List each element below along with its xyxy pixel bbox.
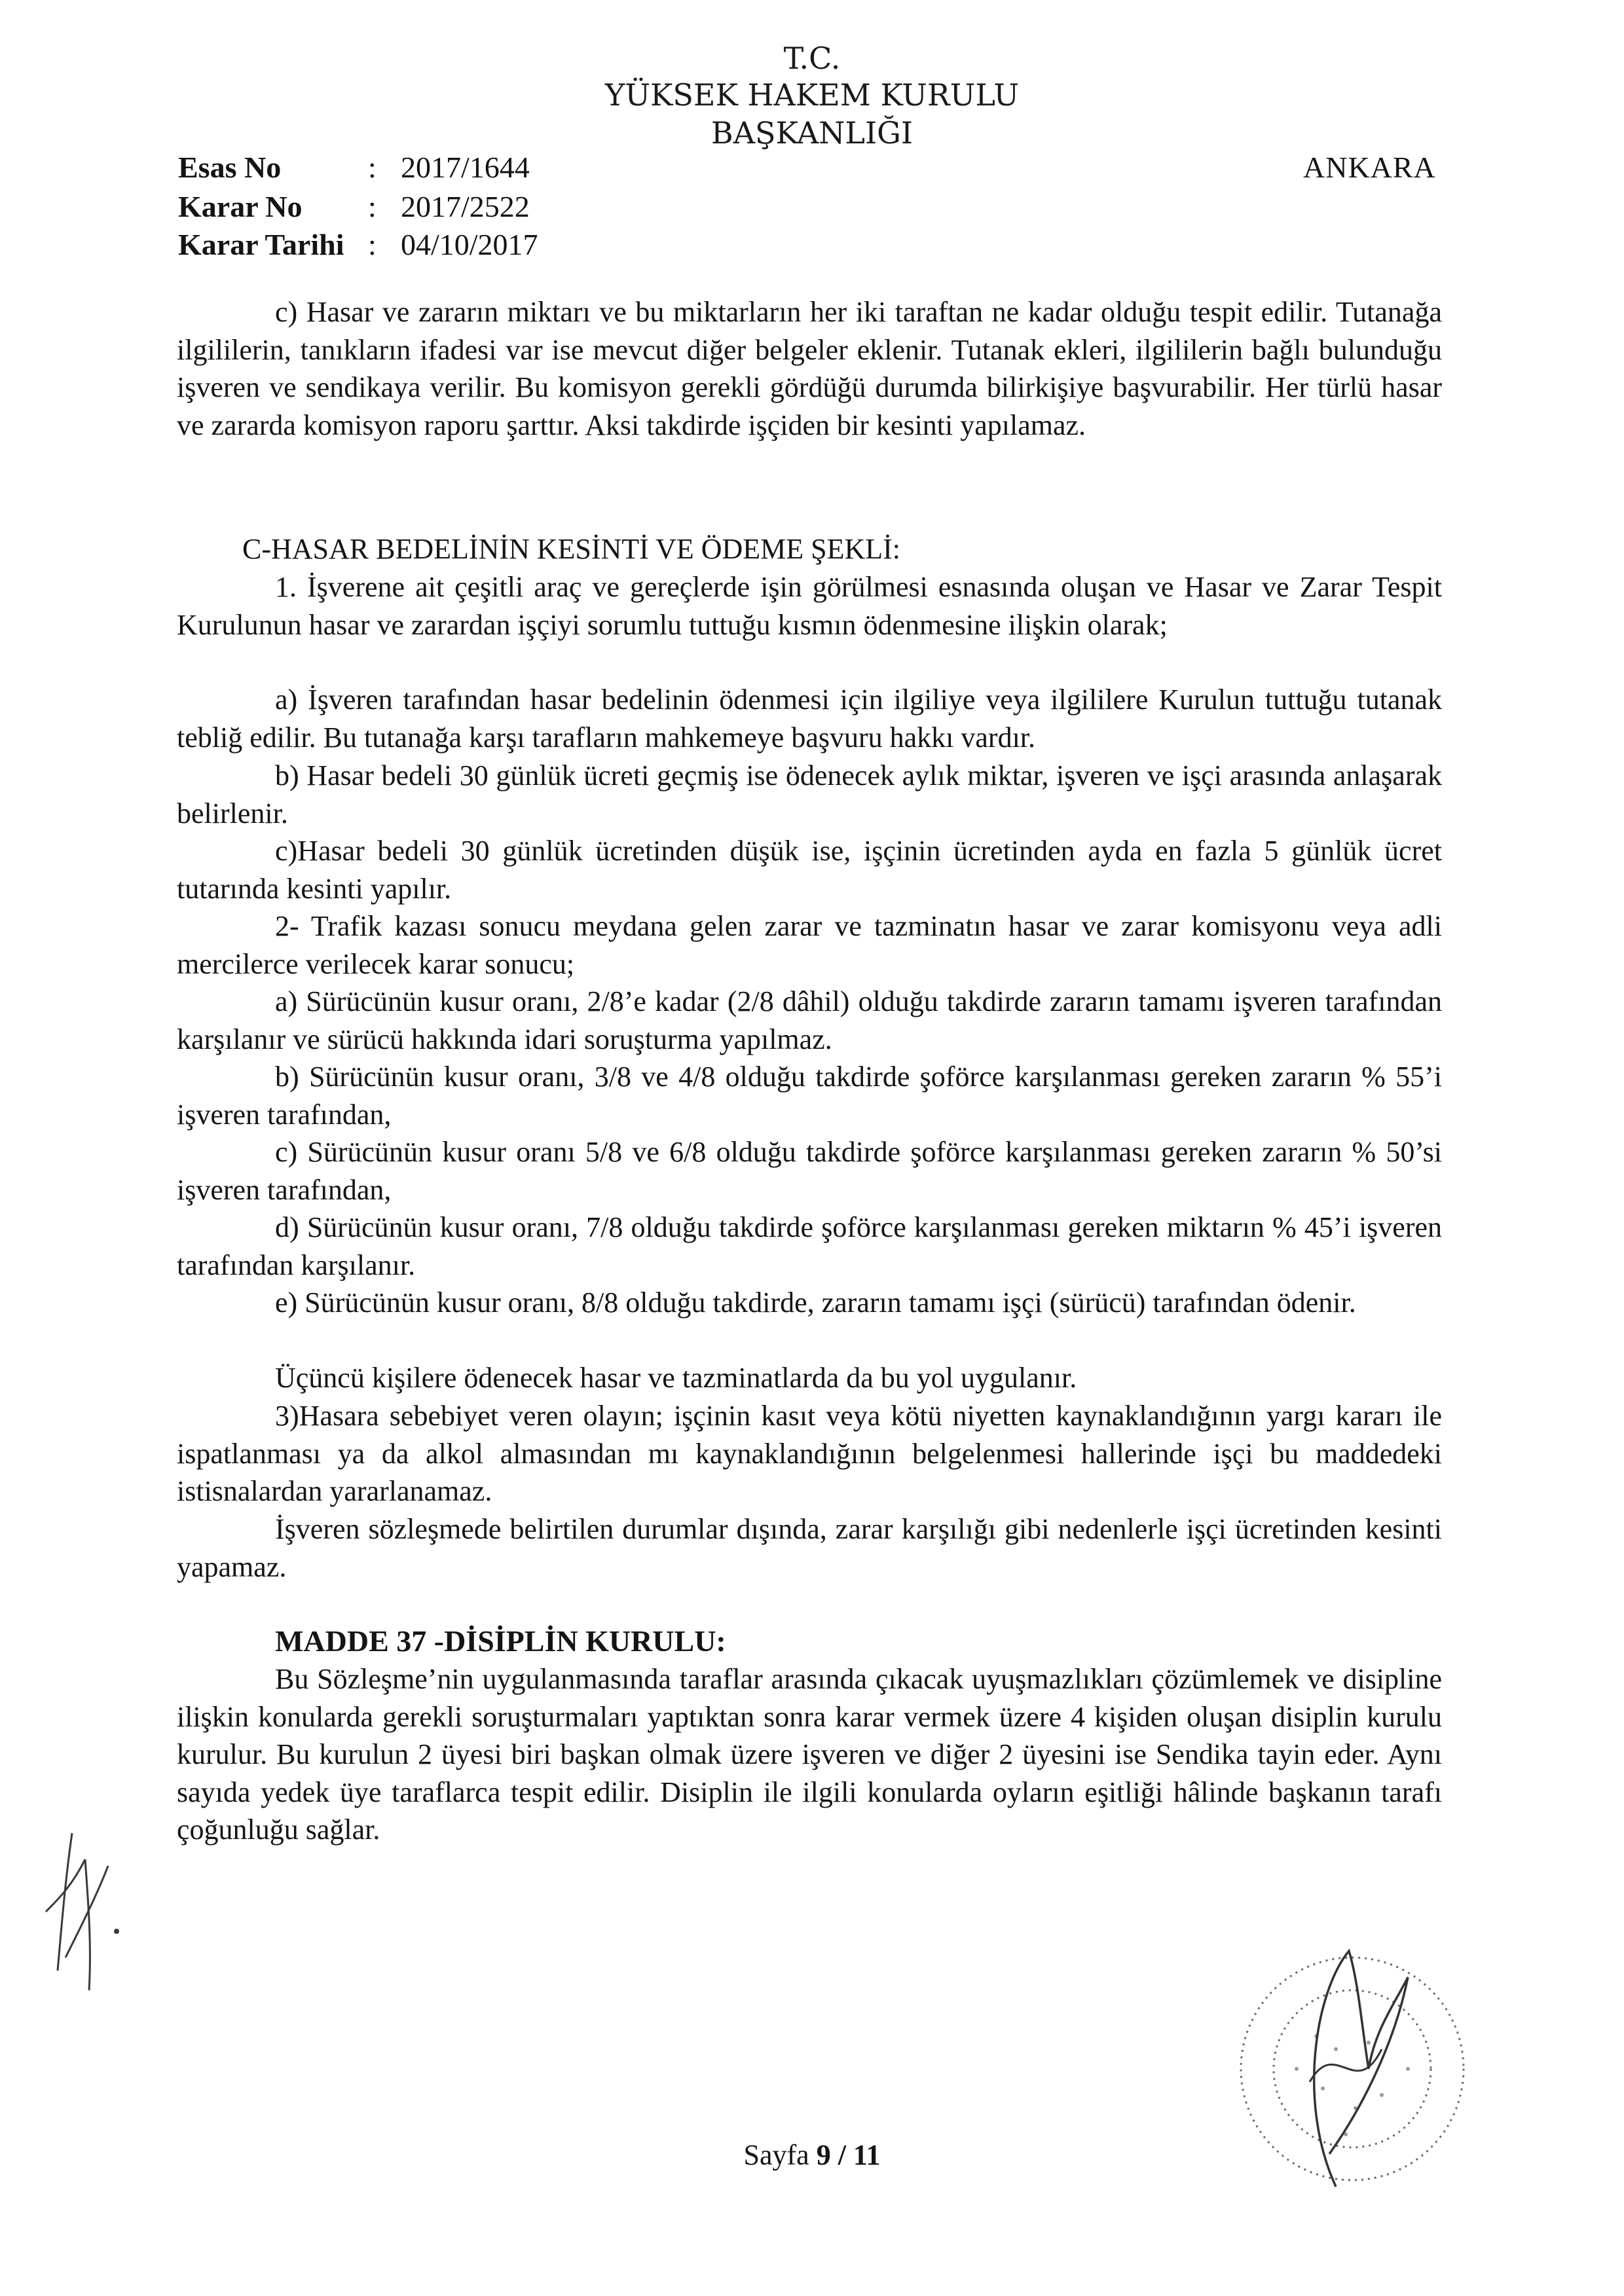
paragraph-item-2: 2- Trafik kazası sonucu meydana gelen zarar ve tazminatın hasar ve zarar komisyonu veya adli mercilerce verilecek karar sonucu; xyxy=(177,910,1442,980)
header-tc: T.C. xyxy=(783,41,841,76)
paragraph-item-2a: a) Sürücünün kusur oranı, 2/8’e kadar (2/8 dâhil) olduğu takdirde zararın tamamı işveren tarafından karşılanır ve sürücü hakkında idari soruşturma yapılmaz. xyxy=(177,985,1442,1055)
header-presidency: BAŞKANLIĞI xyxy=(710,115,913,151)
section-title-deduction: C-HASAR BEDELİNİN KESİNTİ VE ÖDEME ŞEKLİ: xyxy=(242,533,900,565)
paragraph-item-1b: b) Hasar bedeli 30 günlük ücreti geçmiş ise ödenecek aylık miktar, işveren ve işçi arasında anlaşarak belirlenir. xyxy=(177,759,1442,829)
article-37-title: MADDE 37 -DİSİPLİN KURULU: xyxy=(275,1624,726,1658)
meta-label: Karar Tarihi xyxy=(178,228,344,261)
paragraph-item-1a: a) İşveren tarafından hasar bedelinin ödenmesi için ilgiliye veya ilgililere Kurulun tuttuğu tutanak tebliğ edilir. Bu tutanağa karşı tarafların mahkemeye başvuru hakkı vardır. xyxy=(177,683,1442,754)
meta-decision-number xyxy=(178,189,530,225)
paragraph-item-2b: b) Sürücünün kusur oranı, 3/8 ve 4/8 olduğu takdirde şoförce karşılanması gereken zararın % 55’i işveren tarafından, xyxy=(177,1061,1442,1131)
paragraph-employer-deduction: İşveren sözleşmede belirtilen durumlar dışında, zarar karşılığı gibi nedenlerle işçi ücretinden kesinti yapamaz. xyxy=(177,1513,1442,1583)
paragraph-item-1c: c)Hasar bedeli 30 günlük ücretinden düşük ise, işçinin ücretinden ayda en fazla 5 günlük ücret tutarında kesinti yapılır. xyxy=(177,835,1442,905)
paragraph-article-37: Bu Sözleşme’nin uygulanmasında taraflar arasında çıkacak uyuşmazlıkları çözümlemek ve disipline ilişkin konularda gerekli soruşturmaları yaptıktan sonra karar vermek üzere 4 kişiden oluşan disiplin kurulu kurulur. Bu kurulun 2 üyesi biri başkan olmak üzere işveren ve diğer 2 üyesini ise Sendika tayin eder. Aynı sayıda yedek üye taraflarca tespit edilir. Disiplin ile ilgili konularda oyların eşitliği hâlinde başkanın tarafı çoğunluğu sağlar. xyxy=(177,1663,1442,1846)
paragraph-item-2e: e) Sürücünün kusur oranı, 8/8 olduğu takdirde, zararın tamamı işçi (sürücü) tarafından ödenir. xyxy=(275,1286,1356,1319)
paragraph-damage-report: c) Hasar ve zararın miktarı ve bu miktarların her iki taraftan ne kadar olduğu tespit edilir. Tutanağa ilgililerin, tanıkların ifadesi var ise mevcut diğer belgeler eklenir. Tutanak ekleri, ilgililerin bağlı bulunduğu işveren ve sendikaya verilir. Bu komisyon gerekli gördüğü durumda bilirkişiye başvurabilir. Her türlü hasar ve zararda komisyon raporu şarttır. Aksi takdirde işçiden bir kesinti yapılamaz. xyxy=(177,296,1442,441)
meta-label: Karar No xyxy=(178,190,303,223)
meta-label: Esas No xyxy=(178,151,282,184)
paragraph-item-2c: c) Sürücünün kusur oranı 5/8 ve 6/8 olduğu takdirde şoförce karşılanması gereken zararın % 50’si işveren tarafından, xyxy=(177,1136,1442,1206)
meta-value: 04/10/2017 xyxy=(401,228,538,261)
paragraph-item-3: 3)Hasara sebebiyet veren olayın; işçinin kasıt veya kötü niyetten kaynaklandığının yargı kararı ile ispatlanması ya da alkol almasından mı kaynaklandığının belgelenmesi hallerinde işçi bu maddedeki istisnalardan yararlanamaz. xyxy=(177,1400,1442,1507)
meta-separator: : xyxy=(368,228,377,261)
header-city: ANKARA xyxy=(1303,151,1436,184)
signature-initials-left xyxy=(26,1820,131,2003)
meta-case-number xyxy=(178,149,530,186)
page-footer xyxy=(0,2138,1624,2173)
paragraph-item-1: 1. İşverene ait çeşitli araç ve gereçlerde işin görülmesi esnasında oluşan ve Hasar ve Zarar Tespit Kurulunun hasar ve zarardan işçiyi sorumlu tuttuğu kısmın ödenmesine ilişkin olarak; xyxy=(177,571,1442,641)
paragraph-item-2d: d) Sürücünün kusur oranı, 7/8 olduğu takdirde şoförce karşılanması gereken miktarın % 45’i işveren tarafından karşılanır. xyxy=(177,1211,1442,1281)
meta-value: 2017/2522 xyxy=(401,190,530,223)
paragraph-third-parties: Üçüncü kişilere ödenecek hasar ve tazminatlarda da bu yol uygulanır. xyxy=(275,1362,1077,1394)
header-institution: YÜKSEK HAKEM KURULU xyxy=(604,77,1020,113)
footer-label: Sayfa xyxy=(743,2139,809,2171)
page-number: 9 / 11 xyxy=(816,2139,881,2171)
meta-value: 2017/1644 xyxy=(401,151,530,184)
meta-separator: : xyxy=(368,190,377,223)
meta-separator: : xyxy=(368,151,377,184)
meta-decision-date xyxy=(178,227,538,263)
